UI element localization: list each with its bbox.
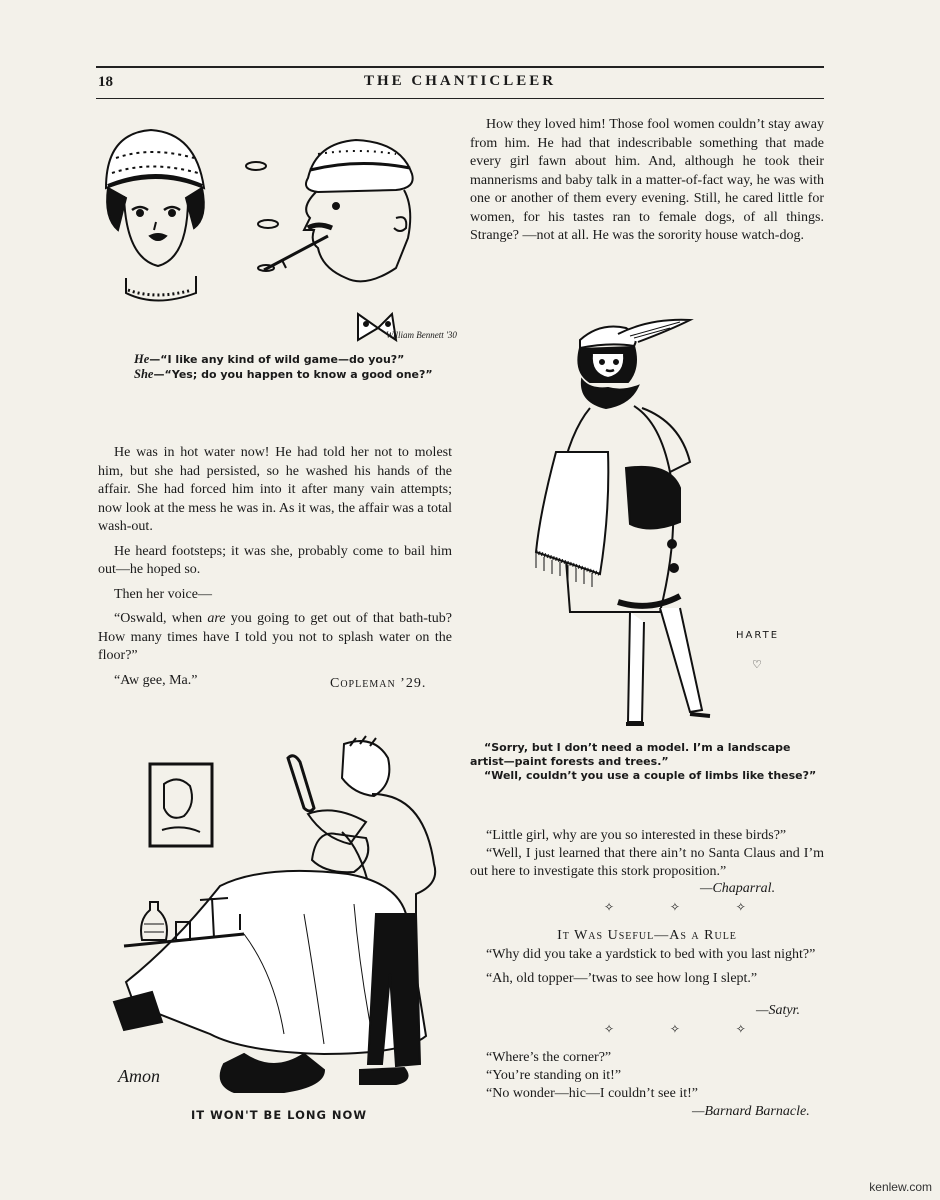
cartoon1-caption-line2 <box>134 367 464 382</box>
barber-shop-illustration <box>104 734 454 1100</box>
joke-yardstick <box>470 946 824 988</box>
cartoon2-signature: HARTE <box>736 630 780 641</box>
cartoon1-caption <box>134 352 464 382</box>
joke1-source: —Chaparral. <box>700 881 776 896</box>
heart-icon: ♡ <box>752 659 762 671</box>
joke1-answer: “Well, I just learned that there ain’t no Santa Claus and I’m out here to investigate this stork proposition.” <box>470 846 824 879</box>
story-paragraph-5: “Aw gee, Ma.” <box>114 672 198 688</box>
story-p4-emphasis: are <box>207 611 226 626</box>
joke2-title: It Was Useful—As a Rule <box>557 928 737 943</box>
story-paragraph-4 <box>98 610 452 666</box>
caption-speaker-she: She <box>134 367 154 381</box>
caption-he-text: —“I like any kind of wild game—do you?” <box>149 353 405 366</box>
page-number: 18 <box>98 74 113 90</box>
header-rule-top <box>96 66 824 68</box>
separator-ornament-1: ✧ ✧ ✧ <box>604 900 772 914</box>
story-paragraph-2: He heard footsteps; it was she, probably come to bail him out—he hoped so. <box>98 543 452 577</box>
watch-dog-story <box>470 116 824 246</box>
joke2-question: “Why did you take a yardstick to bed with you last night?” <box>486 947 816 962</box>
joke2-answer: “Ah, old topper—’twas to see how long I slept.” <box>486 971 758 986</box>
cartoon1-caption-line1 <box>134 352 464 367</box>
joke1-question: “Little girl, why are you so interested in these birds?” <box>486 828 787 843</box>
joke3-line1: “Where’s the corner?” <box>486 1050 612 1065</box>
story-paragraph-1: He was in hot water now! He had told her not to molest him, but she had persisted, so he washed his hands of the affair. She had forced him into it after many vain attempts; now look at the mess he was in. As it was, the affair was a total wash-out. <box>98 445 452 534</box>
cartoon2-caption-line1: “Sorry, but I don’t need a model. I’m a landscape artist—paint forests and trees.” <box>470 741 791 768</box>
cartoon1-signature: William Bennett '30 <box>386 330 457 340</box>
story-p4-part-b: you going to get out of that bath-tub? How many times have I told you not to splash water on the floor?” <box>98 611 452 663</box>
story-p4-part-a: “Oswald, when <box>114 611 208 626</box>
separator-ornament-2: ✧ ✧ ✧ <box>604 1022 772 1036</box>
bathtub-story <box>98 444 452 690</box>
joke3-source: —Barnard Barnacle. <box>692 1104 810 1119</box>
joke-santa-claus <box>470 827 824 881</box>
story-paragraph-3: Then her voice— <box>114 586 212 602</box>
joke3-line3: “No wonder—hic—I couldn’t see it!” <box>486 1086 699 1101</box>
joke-corner <box>470 1049 824 1103</box>
joke2-source: —Satyr. <box>756 1003 800 1018</box>
header-rule-bottom <box>96 98 824 99</box>
caption-speaker-he: He <box>134 352 150 366</box>
watermark: kenlew.com <box>869 1180 932 1194</box>
story-author: Copleman ’29. <box>330 676 427 691</box>
cartoon3-signature: Amon <box>118 1066 160 1086</box>
caption-she-text: —“Yes; do you happen to know a good one?” <box>153 368 433 381</box>
cartoon-wild-game-illustration <box>96 118 456 348</box>
cartoon2-caption-line2: “Well, couldn’t you use a couple of limbs like these?” <box>484 769 817 782</box>
page-header <box>96 66 824 100</box>
cartoon3-caption: IT WON'T BE LONG NOW <box>190 1108 368 1122</box>
joke3-line2: “You’re standing on it!” <box>486 1068 622 1083</box>
watch-dog-text: How they loved him! Those fool women couldn’t stay away from him. He had that indescribable something that made every girl fawn about him. And, although he took their mannerisms and baby talk in a matter-of-fact way, he was with one or another of them every evening. Still, he cared little for women, for his tastes ran to female dogs, of all things. Strange? —not at all. He was the sorority house watch-dog. <box>470 117 824 243</box>
cartoon2-caption <box>470 741 824 783</box>
magazine-title: THE CHANTICLEER <box>363 73 557 89</box>
